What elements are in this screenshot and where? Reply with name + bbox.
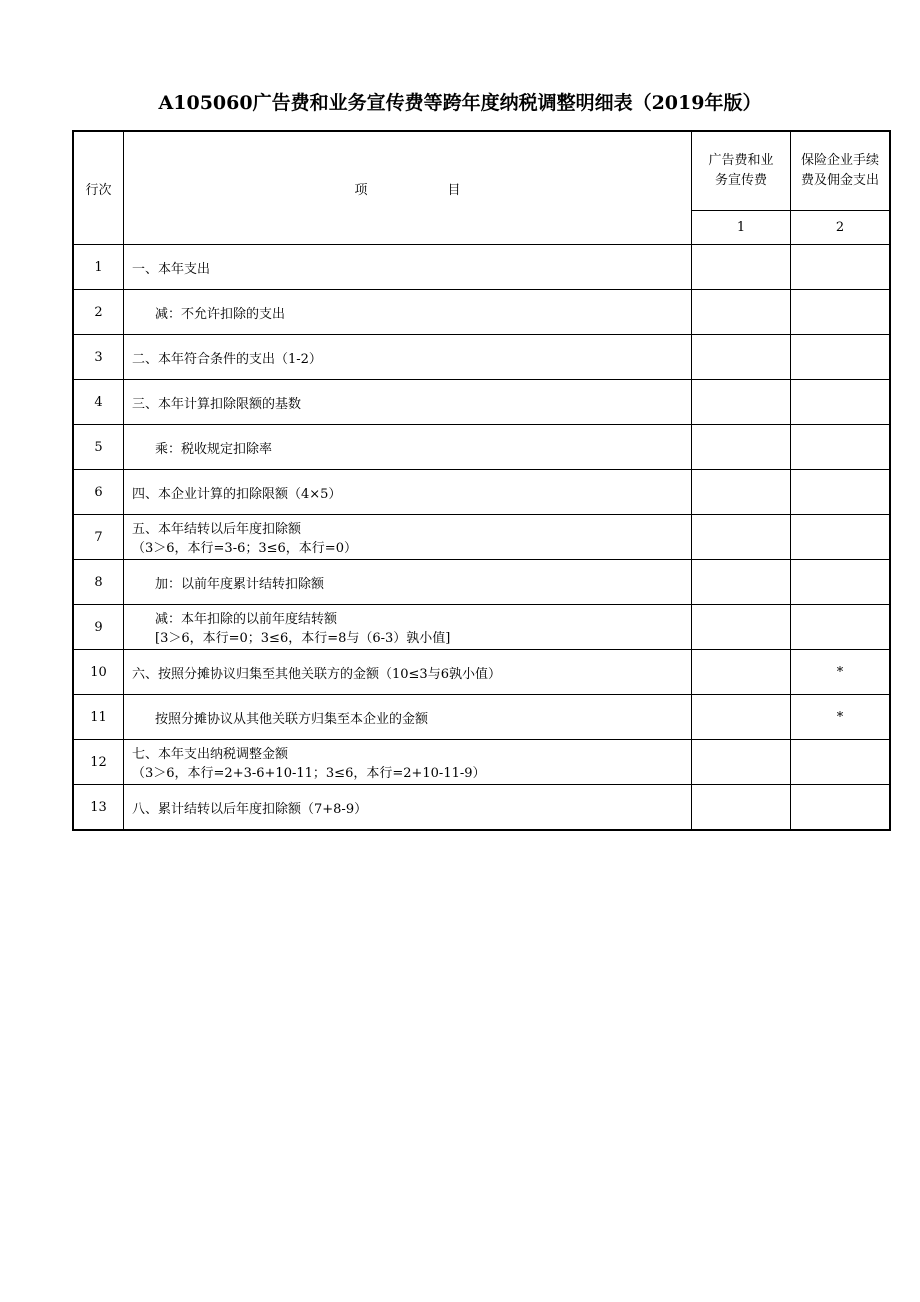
table-row [73, 335, 890, 380]
row-item [124, 740, 692, 785]
page-title: A105060广告费和业务宣传费等跨年度纳税调整明细表（2019年版） [158, 92, 762, 114]
row-col2-cell[interactable] [791, 740, 891, 785]
row-item [124, 650, 692, 695]
row-item [124, 425, 692, 470]
row-item-text: 加：以前年度累计结转扣除额 [155, 576, 325, 592]
row-number: 2 [73, 290, 124, 335]
row-col2-cell[interactable] [791, 560, 891, 605]
table-row [73, 650, 890, 695]
table-row [73, 470, 890, 515]
row-col1-cell[interactable] [692, 695, 791, 740]
row-item [124, 380, 692, 425]
table-row [73, 740, 890, 785]
row-item [124, 245, 692, 290]
row-item [124, 785, 692, 831]
row-item [124, 470, 692, 515]
header-item [124, 131, 692, 245]
row-col2-cell[interactable] [791, 785, 891, 831]
row-item [124, 560, 692, 605]
header-item-b: 目 [447, 182, 461, 198]
row-item-text: 四、本企业计算的扣除限额（4×5） [132, 486, 342, 502]
row-col1-cell[interactable] [692, 785, 791, 831]
row-number: 12 [73, 740, 124, 785]
row-col1-cell[interactable] [692, 515, 791, 560]
row-item-text: 按照分摊协议从其他关联方归集至本企业的金额 [155, 711, 429, 727]
row-col2-cell[interactable] [791, 605, 891, 650]
header-row-no: 行次 [73, 131, 124, 245]
row-col1-cell[interactable] [692, 380, 791, 425]
row-number: 1 [73, 245, 124, 290]
row-number: 13 [73, 785, 124, 831]
row-item-text: 减：本年扣除的以前年度结转额 [155, 612, 338, 627]
row-number: 4 [73, 380, 124, 425]
row-number: 10 [73, 650, 124, 695]
row-col1-cell[interactable] [692, 335, 791, 380]
table-row [73, 380, 890, 425]
row-col1-cell[interactable] [692, 425, 791, 470]
row-number: 5 [73, 425, 124, 470]
row-col1-cell[interactable] [692, 290, 791, 335]
row-item-text: 六、按照分摊协议归集至其他关联方的金额（10≤3与6孰小值） [132, 666, 501, 682]
row-item-formula: （3＞6，本行=3-6；3≤6，本行=0） [132, 541, 357, 556]
row-item [124, 335, 692, 380]
row-col1-cell[interactable] [692, 650, 791, 695]
row-item [124, 695, 692, 740]
row-item-text: 乘：税收规定扣除率 [155, 441, 273, 457]
table-row [73, 425, 890, 470]
row-item-text: 二、本年符合条件的支出（1-2） [132, 351, 322, 367]
row-item [124, 605, 692, 650]
row-number: 7 [73, 515, 124, 560]
row-number: 3 [73, 335, 124, 380]
header-col1-label: 广告费和业务宣传费 [708, 153, 774, 188]
row-col2-cell[interactable] [791, 245, 891, 290]
table-row [73, 290, 890, 335]
header-col2-no: 2 [791, 211, 891, 245]
row-item-text: 一、本年支出 [132, 261, 211, 277]
row-item-text: 三、本年计算扣除限额的基数 [132, 396, 302, 412]
header-col2-label: 保险企业手续费及佣金支出 [800, 153, 879, 188]
row-col1-cell[interactable] [692, 740, 791, 785]
row-col2-cell[interactable] [791, 515, 891, 560]
header-row [73, 131, 890, 211]
row-col2-cell[interactable] [791, 290, 891, 335]
row-col2-cell[interactable] [791, 425, 891, 470]
table-row [73, 785, 890, 831]
header-item-a: 项 [354, 182, 368, 198]
row-col2-cell[interactable]: * [791, 695, 891, 740]
table-row [73, 245, 890, 290]
table-row [73, 515, 890, 560]
row-number: 9 [73, 605, 124, 650]
row-number: 11 [73, 695, 124, 740]
table-row [73, 605, 890, 650]
row-item [124, 515, 692, 560]
table-row [73, 695, 890, 740]
row-col1-cell[interactable] [692, 245, 791, 290]
row-col1-cell[interactable] [692, 560, 791, 605]
row-item-text: 七、本年支出纳税调整金额 [132, 747, 289, 762]
row-col1-cell[interactable] [692, 470, 791, 515]
header-col2 [791, 131, 891, 211]
row-item-text: 八、累计结转以后年度扣除额（7+8-9） [132, 801, 368, 817]
row-number: 8 [73, 560, 124, 605]
row-col2-cell[interactable]: * [791, 650, 891, 695]
adjustment-table [72, 130, 891, 831]
row-col2-cell[interactable] [791, 380, 891, 425]
row-col2-cell[interactable] [791, 335, 891, 380]
table-row [73, 560, 890, 605]
header-col1 [692, 131, 791, 211]
row-col2-cell[interactable] [791, 470, 891, 515]
row-item-text: 减：不允许扣除的支出 [155, 306, 286, 322]
row-col1-cell[interactable] [692, 605, 791, 650]
row-item-formula: [3＞6，本行=0；3≤6，本行=8与（6-3）孰小值] [155, 631, 451, 646]
row-item-formula: （3＞6，本行=2+3-6+10-11；3≤6，本行=2+10-11-9） [132, 766, 486, 781]
header-col1-no: 1 [692, 211, 791, 245]
row-item-text: 五、本年结转以后年度扣除额 [132, 522, 302, 537]
row-number: 6 [73, 470, 124, 515]
row-item [124, 290, 692, 335]
